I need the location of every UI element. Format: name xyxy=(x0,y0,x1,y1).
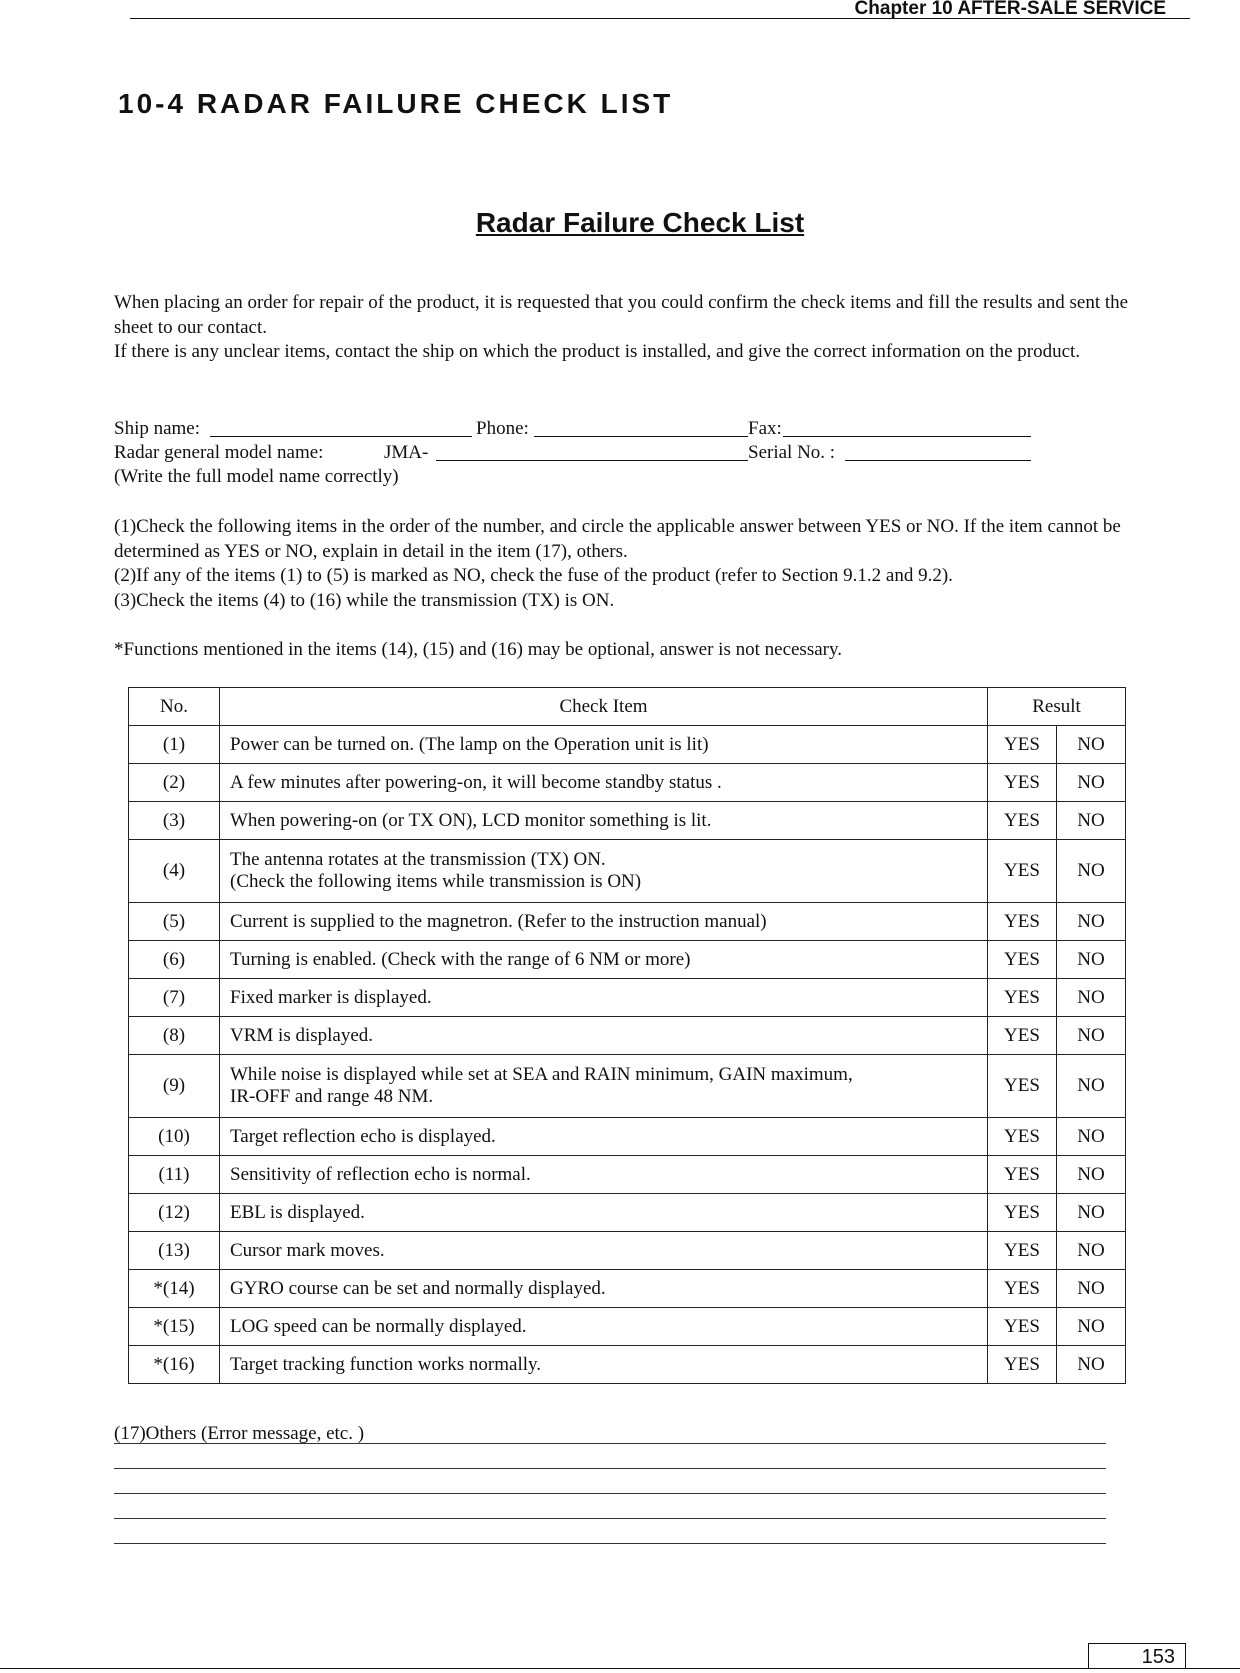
row-number: *(15) xyxy=(129,1308,220,1346)
form-row-ship xyxy=(114,418,1034,442)
ship-name-label: Ship name: xyxy=(114,418,201,439)
header-check-item: Check Item xyxy=(220,688,988,726)
row-number: (6) xyxy=(129,941,220,979)
check-item-text: Turning is enabled. (Check with the range of 6 NM or more) xyxy=(230,948,691,970)
check-item-text: A few minutes after powering-on, it will become standby status . xyxy=(230,771,722,793)
yes-option[interactable]: YES xyxy=(988,1194,1057,1232)
header-no: No. xyxy=(129,688,220,726)
row-number: (5) xyxy=(129,903,220,941)
instructions xyxy=(114,515,1136,613)
model-prefix: JMA- xyxy=(384,442,429,463)
table-row xyxy=(129,840,1126,903)
yes-option[interactable]: YES xyxy=(988,1270,1057,1308)
check-item-text: Current is supplied to the magnetron. (Refer to the instruction manual) xyxy=(230,910,767,932)
table-header-row xyxy=(129,688,1126,726)
document-title: Radar Failure Check List xyxy=(475,207,805,238)
check-item xyxy=(220,764,988,802)
yes-option[interactable]: YES xyxy=(988,726,1057,764)
check-item xyxy=(220,1346,988,1384)
instruction-2: (2)If any of the items (1) to (5) is marked as NO, check the fuse of the product (refer to Section 9.1.2 and 9.2). xyxy=(114,565,953,586)
yes-option[interactable]: YES xyxy=(988,840,1057,903)
check-item-text: Target reflection echo is displayed. xyxy=(230,1125,496,1147)
check-item xyxy=(220,1055,988,1118)
chapter-title: Chapter 10 AFTER-SALE SERVICE xyxy=(854,0,1166,19)
instruction-3: (3)Check the items (4) to (16) while the transmission (TX) is ON. xyxy=(114,589,615,611)
no-option[interactable]: NO xyxy=(1057,1270,1126,1308)
check-table xyxy=(128,687,1126,1384)
check-item-text: EBL is displayed. xyxy=(230,1201,365,1223)
row-number: (12) xyxy=(129,1194,220,1232)
table-row xyxy=(129,1017,1126,1055)
intro-paragraph-1: When placing an order for repair of the product, it is requested that you could confirm the check items and fill the results and sent the sheet to our contact. xyxy=(114,292,1129,338)
table-row xyxy=(129,764,1126,802)
check-item-text: While noise is displayed while set at SEA and RAIN minimum, GAIN maximum, xyxy=(230,1064,853,1085)
table-row xyxy=(129,1118,1126,1156)
yes-option[interactable]: YES xyxy=(988,941,1057,979)
no-option[interactable]: NO xyxy=(1057,1346,1126,1384)
check-item xyxy=(220,802,988,840)
yes-option[interactable]: YES xyxy=(988,979,1057,1017)
row-number: (1) xyxy=(129,726,220,764)
optional-note xyxy=(114,638,1136,663)
row-number: (11) xyxy=(129,1156,220,1194)
row-number: (13) xyxy=(129,1232,220,1270)
check-item-text: When powering-on (or TX ON), LCD monitor something is lit. xyxy=(230,809,712,831)
others-label: (17)Others (Error message, etc. ) xyxy=(114,1423,365,1444)
check-item xyxy=(220,903,988,941)
others-line-2[interactable] xyxy=(114,1468,1106,1469)
table-row xyxy=(129,1194,1126,1232)
page-number: 153 xyxy=(1141,1646,1175,1668)
check-item-text: Target tracking function works normally. xyxy=(230,1353,542,1375)
ship-name-field[interactable] xyxy=(210,418,472,437)
row-number: (8) xyxy=(129,1017,220,1055)
others-line-4[interactable] xyxy=(114,1518,1106,1519)
row-number: (3) xyxy=(129,802,220,840)
fax-label: Fax: xyxy=(748,418,782,439)
intro-paragraph-2: If there is any unclear items, contact the ship on which the product is installed, and give the correct information on the product. xyxy=(114,341,1081,362)
check-item-text: VRM is displayed. xyxy=(230,1024,374,1046)
no-option[interactable]: NO xyxy=(1057,903,1126,941)
check-item xyxy=(220,840,988,903)
row-number: *(16) xyxy=(129,1346,220,1384)
check-item-text-line-2: IR-OFF and range 48 NM. xyxy=(230,1086,434,1107)
optional-note-text: *Functions mentioned in the items (14), (15) and (16) may be optional, answer is not necessary. xyxy=(114,639,842,660)
no-option[interactable]: NO xyxy=(1057,1308,1126,1346)
no-option[interactable]: NO xyxy=(1057,941,1126,979)
no-option[interactable]: NO xyxy=(1057,1118,1126,1156)
yes-option[interactable]: YES xyxy=(988,903,1057,941)
table-row xyxy=(129,903,1126,941)
table-row xyxy=(129,802,1126,840)
table-row xyxy=(129,1346,1126,1384)
table-row xyxy=(129,1308,1126,1346)
row-number: *(14) xyxy=(129,1270,220,1308)
no-option[interactable]: NO xyxy=(1057,1194,1126,1232)
form-row-model xyxy=(114,442,1034,466)
no-option[interactable]: NO xyxy=(1057,979,1126,1017)
table-row xyxy=(129,726,1126,764)
check-item-text: Power can be turned on. (The lamp on the Operation unit is lit) xyxy=(230,733,709,755)
check-item-text: LOG speed can be normally displayed. xyxy=(230,1315,527,1337)
row-number: (10) xyxy=(129,1118,220,1156)
check-item-text: The antenna rotates at the transmission (TX) ON. xyxy=(230,849,606,870)
no-option[interactable]: NO xyxy=(1057,726,1126,764)
yes-option[interactable]: YES xyxy=(988,1156,1057,1194)
check-item xyxy=(220,1156,988,1194)
check-item-text: Sensitivity of reflection echo is normal. xyxy=(230,1163,531,1185)
check-item-text-line-2: (Check the following items while transmission is ON) xyxy=(230,871,642,892)
no-option[interactable]: NO xyxy=(1057,840,1126,903)
others-line-3[interactable] xyxy=(114,1493,1106,1494)
others-line-5[interactable] xyxy=(114,1543,1106,1544)
intro-text xyxy=(114,291,1136,365)
model-note: (Write the full model name correctly) xyxy=(114,466,399,487)
check-item xyxy=(220,1308,988,1346)
check-item xyxy=(220,941,988,979)
yes-option[interactable]: YES xyxy=(988,1118,1057,1156)
check-item xyxy=(220,726,988,764)
no-option[interactable]: NO xyxy=(1057,1156,1126,1194)
no-option[interactable]: NO xyxy=(1057,1055,1126,1118)
serial-label: Serial No. : xyxy=(748,442,836,463)
check-item-text: GYRO course can be set and normally displayed. xyxy=(230,1277,606,1299)
table-row xyxy=(129,1270,1126,1308)
yes-option[interactable]: YES xyxy=(988,802,1057,840)
check-item xyxy=(220,1194,988,1232)
yes-option[interactable]: YES xyxy=(988,764,1057,802)
check-item xyxy=(220,1270,988,1308)
no-option[interactable]: NO xyxy=(1057,764,1126,802)
table-row xyxy=(129,941,1126,979)
row-number: (2) xyxy=(129,764,220,802)
row-number: (4) xyxy=(129,840,220,903)
table-row xyxy=(129,1156,1126,1194)
table-row xyxy=(129,1055,1126,1118)
yes-option[interactable]: YES xyxy=(988,1017,1057,1055)
yes-option[interactable]: YES xyxy=(988,1232,1057,1270)
table-row xyxy=(129,979,1126,1017)
check-item-text: Cursor mark moves. xyxy=(230,1239,385,1261)
phone-label: Phone: xyxy=(476,418,529,439)
no-option[interactable]: NO xyxy=(1057,1017,1126,1055)
yes-option[interactable]: YES xyxy=(988,1055,1057,1118)
yes-option[interactable]: YES xyxy=(988,1346,1057,1384)
footer-rule xyxy=(0,1668,1240,1669)
check-item xyxy=(220,1232,988,1270)
row-number: (7) xyxy=(129,979,220,1017)
header-result: Result xyxy=(988,688,1126,726)
page-header xyxy=(130,0,1190,19)
row-number: (9) xyxy=(129,1055,220,1118)
no-option[interactable]: NO xyxy=(1057,1232,1126,1270)
table-row xyxy=(129,1232,1126,1270)
no-option[interactable]: NO xyxy=(1057,802,1126,840)
check-item xyxy=(220,1017,988,1055)
check-item xyxy=(220,1118,988,1156)
page-number-box xyxy=(1088,1643,1186,1669)
model-label: Radar general model name: xyxy=(114,442,324,463)
check-item xyxy=(220,979,988,1017)
yes-option[interactable]: YES xyxy=(988,1308,1057,1346)
section-title: 10-4 RADAR FAILURE CHECK LIST xyxy=(118,88,674,119)
instruction-1: (1)Check the following items in the order of the number, and circle the applicable answer between YES or NO. If the item cannot be determined as YES or NO, explain in detail in the item (17), others. xyxy=(114,516,1121,562)
others-line-1[interactable] xyxy=(114,1443,1106,1444)
check-item-text: Fixed marker is displayed. xyxy=(230,986,432,1008)
